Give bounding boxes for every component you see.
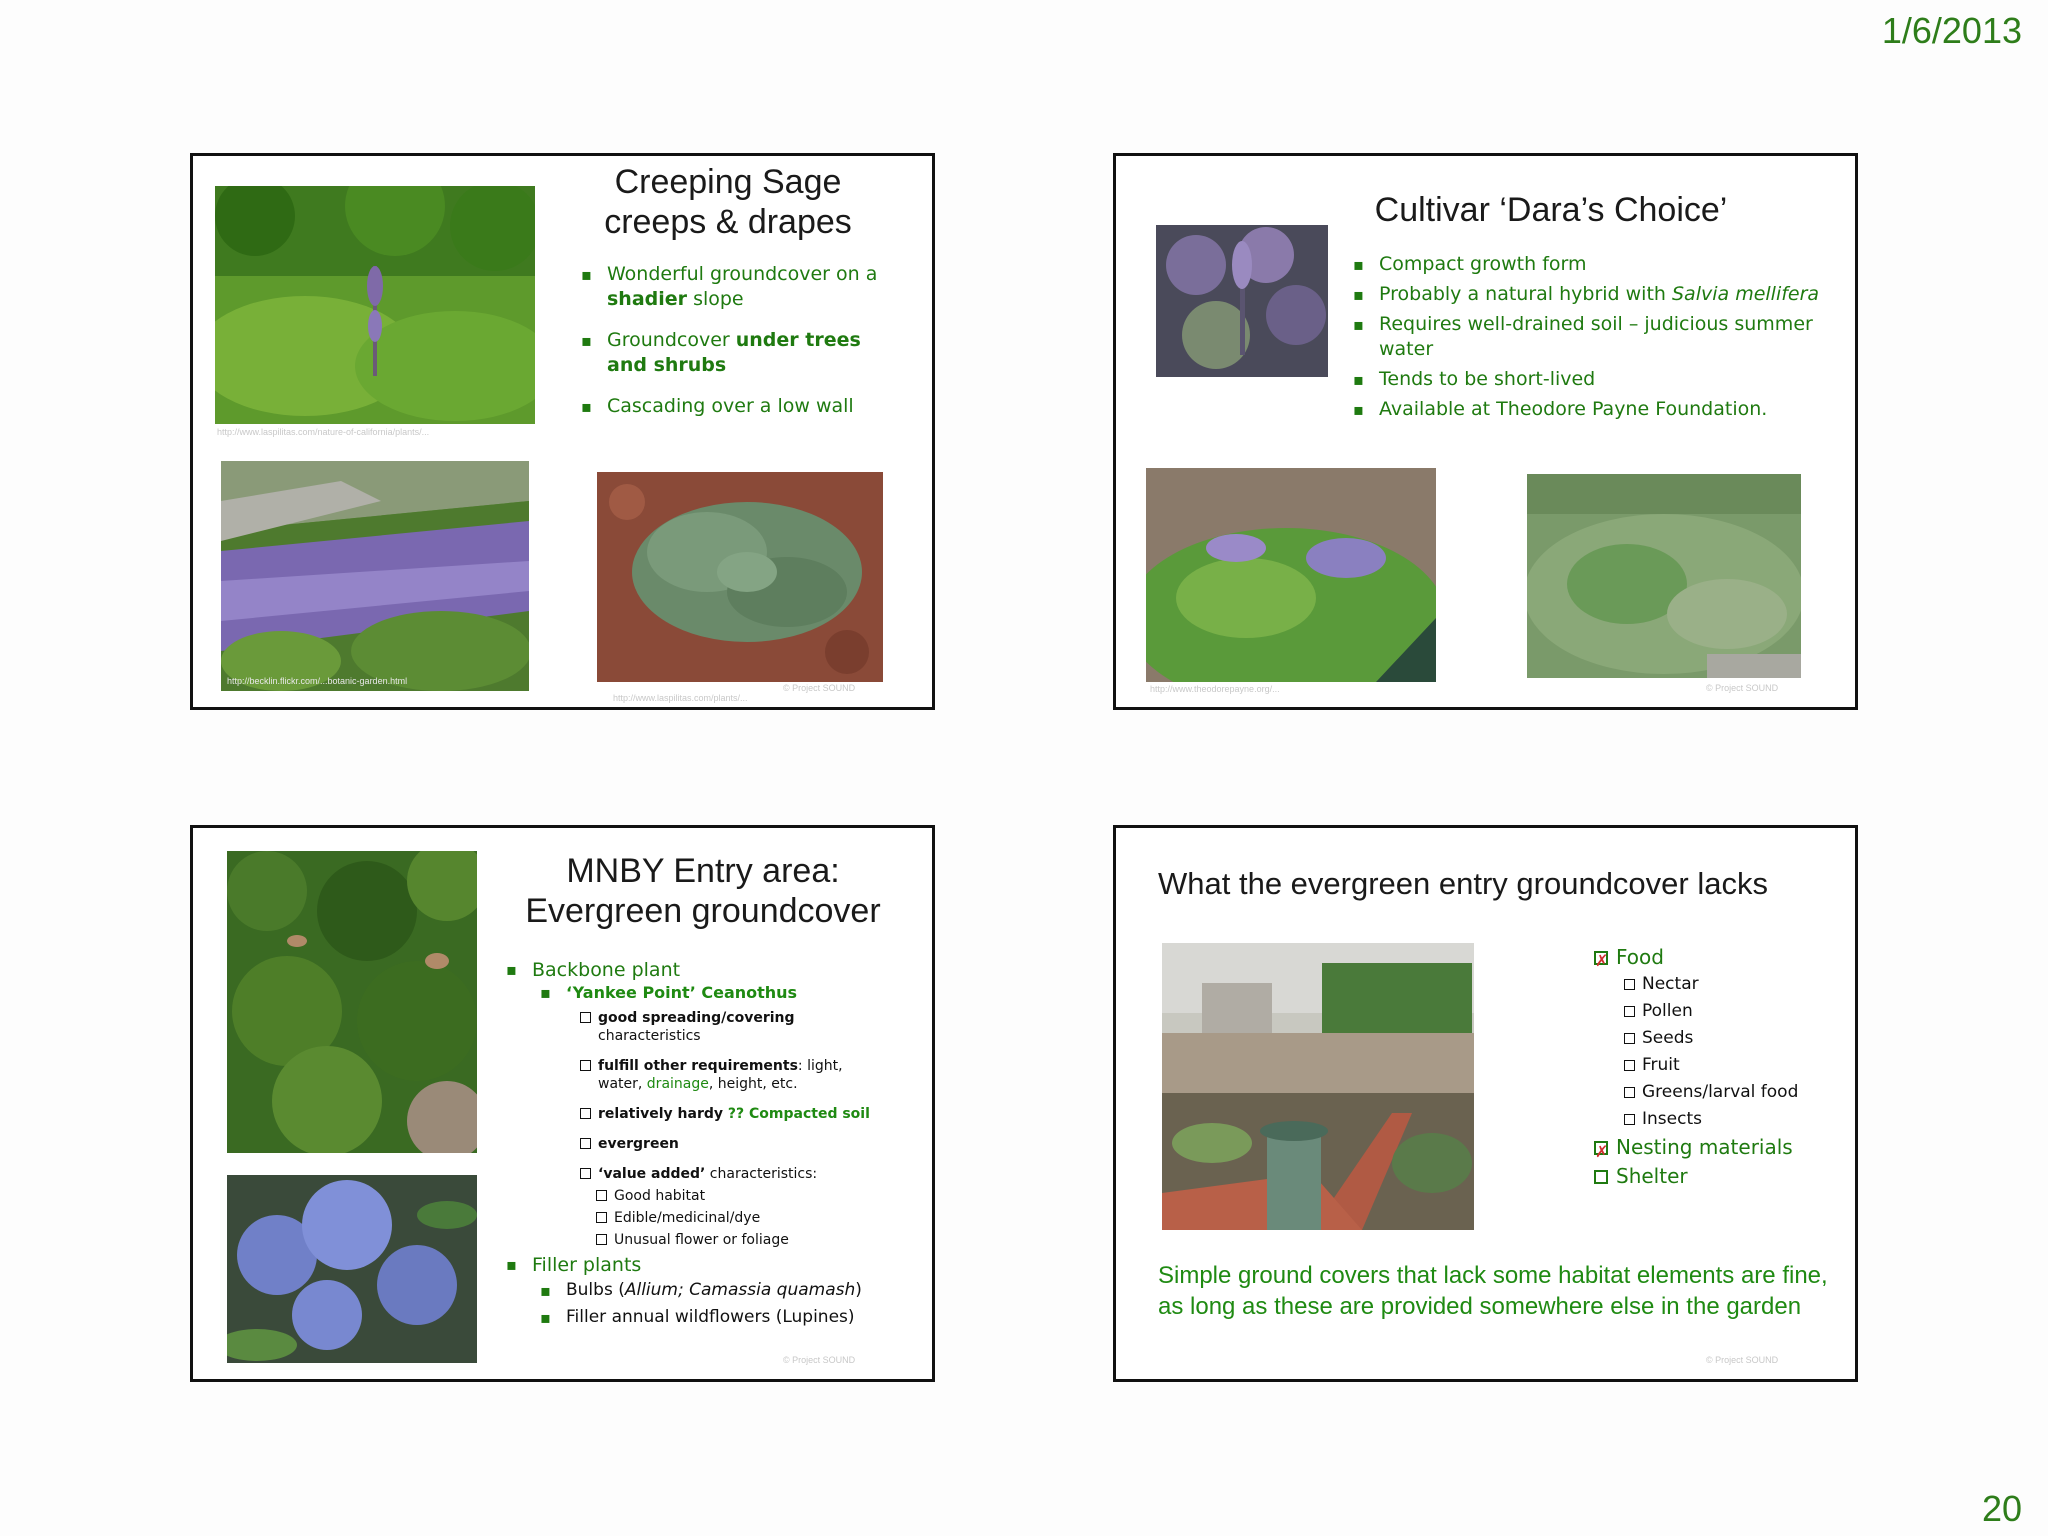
bullet-text: Tends to be short-lived [1379, 368, 1596, 390]
checkbox-icon [580, 1060, 591, 1071]
photo-sage-ground [597, 472, 883, 682]
list-item [1353, 312, 1853, 362]
list-item [1353, 367, 1853, 392]
list-item [1353, 252, 1853, 277]
checkbox-icon [580, 1012, 591, 1023]
title-line: creeps & drapes [604, 203, 852, 241]
checkbox-icon [596, 1190, 607, 1201]
checkbox-icon [1624, 979, 1635, 990]
bullet-text: Available at Theodore Payne Foundation. [1379, 398, 1768, 420]
bullet-text: ) [855, 1280, 862, 1300]
slide-groundcover-lacks [1113, 825, 1858, 1382]
photo-entry-garden [1162, 943, 1474, 1230]
checkbox-icon [1624, 1033, 1635, 1044]
bullet-text: Groundcover [607, 329, 736, 351]
checkbox-icon [1624, 1006, 1635, 1017]
list-item [1353, 397, 1853, 422]
title-line: Evergreen groundcover [525, 892, 881, 930]
item-text: Good habitat [614, 1188, 706, 1204]
checklist-item [596, 1209, 926, 1227]
checklist-item [580, 1105, 926, 1123]
bullet-bold-text: ‘Yankee Point’ Ceanothus [566, 983, 798, 1002]
copyright: © Project SOUND [1706, 1355, 1779, 1365]
checklist-item [1624, 1052, 1854, 1079]
list-item [506, 1253, 926, 1277]
list-item [540, 1277, 926, 1304]
checklist-item-continuation [598, 1075, 926, 1093]
item-text: Fruit [1642, 1055, 1680, 1075]
list-item [540, 1304, 926, 1331]
checklist-item [580, 1165, 926, 1183]
slide-daras-choice [1113, 153, 1858, 710]
checklist-item-continuation: characteristics [598, 1028, 701, 1044]
sub-checklist [596, 1187, 926, 1249]
checkbox-icon [1624, 1087, 1635, 1098]
checklist-item [580, 1009, 926, 1027]
checklist-item [580, 1135, 926, 1153]
checklist-item [580, 1057, 926, 1075]
photo-sage-wall [221, 461, 529, 691]
item-text: Greens/larval food [1642, 1082, 1799, 1102]
item-text: Nectar [1642, 974, 1699, 994]
checklist-item [1624, 1079, 1854, 1106]
photo-credit: http://www.laspilitas.com/plants/... [613, 693, 748, 703]
item-text: Food [1616, 945, 1664, 969]
checklist-item-shelter [1594, 1162, 1854, 1191]
bullet-text: Probably a natural hybrid with [1379, 283, 1672, 305]
bullet-list [506, 1253, 926, 1277]
page-number: 20 [1981, 1488, 2022, 1529]
bullet-text: Bulbs ( [566, 1280, 625, 1300]
list-item [506, 958, 926, 982]
photo-daras-choice-flowers [1156, 225, 1328, 377]
title-line: Creeping Sage [614, 163, 842, 201]
item-highlight-text: ?? Compacted soil [723, 1106, 870, 1122]
item-bold-text: relatively hardy [598, 1106, 724, 1122]
bullet-list [1353, 252, 1853, 422]
bullet-list [506, 958, 926, 982]
checklist-item [1624, 998, 1854, 1025]
item-bold-text: good spreading/covering [598, 1010, 795, 1026]
photo-credit: http://www.theodorepayne.org/... [1150, 684, 1280, 694]
bullet-text: Filler annual wildflowers (Lupines) [566, 1307, 855, 1327]
bullet-text: Compact growth form [1379, 253, 1587, 275]
slide-caption: Simple ground covers that lack some habitat elements are fine, as long as these are provided somewhere else in the garden [1158, 1262, 1828, 1320]
checklist-item-nesting [1594, 1133, 1854, 1162]
checklist-item [1624, 971, 1854, 998]
habitat-checklist [1594, 943, 1854, 1191]
copyright: © Project SOUND [1706, 683, 1779, 693]
photo-credit: http://becklin.flickr.com/...botanic-garden.html [227, 676, 408, 686]
photo-ceanothus-groundcover [227, 851, 477, 1153]
item-text: characteristics: [705, 1166, 818, 1182]
item-text: water, [598, 1076, 647, 1092]
slide-date: 1/6/2013 [1881, 10, 2022, 51]
checkbox-icon [580, 1168, 591, 1179]
item-text: Seeds [1642, 1028, 1694, 1048]
checkbox-icon [580, 1138, 591, 1149]
checkbox-crossed-icon [1594, 951, 1608, 965]
checkbox-icon [580, 1108, 591, 1119]
item-highlight-text: drainage [646, 1076, 709, 1092]
item-text: Shelter [1616, 1164, 1688, 1188]
bullet-text: Cascading over a low wall [607, 395, 854, 417]
slide-creeping-sage [190, 153, 935, 710]
item-bold-text: ‘value added’ [598, 1166, 706, 1182]
bullet-text: Filler plants [532, 1254, 642, 1276]
photo-sage-shade-slope [215, 186, 535, 424]
copyright: © Project SOUND [783, 683, 856, 693]
checkbox-crossed-icon [1594, 1141, 1608, 1155]
checkbox-icon [1624, 1060, 1635, 1071]
item-text: Insects [1642, 1109, 1702, 1129]
checklist-item [1624, 1025, 1854, 1052]
food-sub-list [1624, 971, 1854, 1133]
checklist-item [1624, 1106, 1854, 1133]
list-item [581, 328, 901, 378]
item-text: Nesting materials [1616, 1135, 1793, 1159]
copyright: © Project SOUND [783, 1355, 856, 1365]
bullet-text: Wonderful groundcover on a [607, 263, 878, 285]
bullet-italic-text: Salvia mellifera [1672, 283, 1820, 305]
bullet-bold-text: under trees and shrubs [607, 329, 861, 376]
item-text: Unusual flower or foliage [614, 1232, 789, 1248]
checkbox-icon [1624, 1114, 1635, 1125]
item-bold-text: fulfill other requirements [598, 1058, 798, 1074]
photo-daras-choice-garden [1527, 474, 1801, 678]
checklist-item [596, 1187, 926, 1205]
checklist-item [596, 1231, 926, 1249]
item-text: , height, etc. [708, 1076, 798, 1092]
checkbox-icon [596, 1234, 607, 1245]
list-item [1353, 282, 1853, 307]
list-item [581, 394, 901, 419]
slide-title: What the evergreen entry groundcover lacks [1158, 866, 1768, 901]
checkbox-icon [1594, 1170, 1608, 1184]
checklist-item-food [1594, 943, 1854, 971]
list-item [581, 262, 901, 312]
bullet-text: slope [687, 288, 744, 310]
slide-mnby-entry [190, 825, 935, 1382]
bullet-italic-text: Allium; Camassia quamash [624, 1280, 856, 1300]
outline-content [506, 958, 926, 1331]
checkbox-icon [596, 1212, 607, 1223]
list-item [540, 982, 926, 1004]
bullet-list [581, 262, 901, 419]
title-line: MNBY Entry area: [566, 852, 840, 890]
item-text: : light, [797, 1058, 843, 1074]
bullet-bold-text: shadier [607, 288, 688, 310]
item-text: Pollen [1642, 1001, 1693, 1021]
slide-title: Cultivar ‘Dara’s Choice’ [1374, 191, 1728, 229]
slide-title [543, 162, 913, 242]
bullet-text: Backbone plant [532, 959, 681, 981]
sub-bullet-list [540, 1277, 926, 1331]
item-bold-text: evergreen [598, 1136, 679, 1152]
photo-daras-choice-slope [1146, 468, 1436, 682]
photo-credit: http://www.laspilitas.com/nature-of-california/plants/... [217, 427, 430, 437]
item-text: Edible/medicinal/dye [614, 1210, 761, 1226]
sub-bullet-list [540, 982, 926, 1004]
bullet-text: Requires well-drained soil – judicious summer water [1379, 313, 1813, 360]
photo-ceanothus-flowers [227, 1175, 477, 1363]
slide-title [493, 851, 913, 931]
checklist [580, 1009, 926, 1249]
